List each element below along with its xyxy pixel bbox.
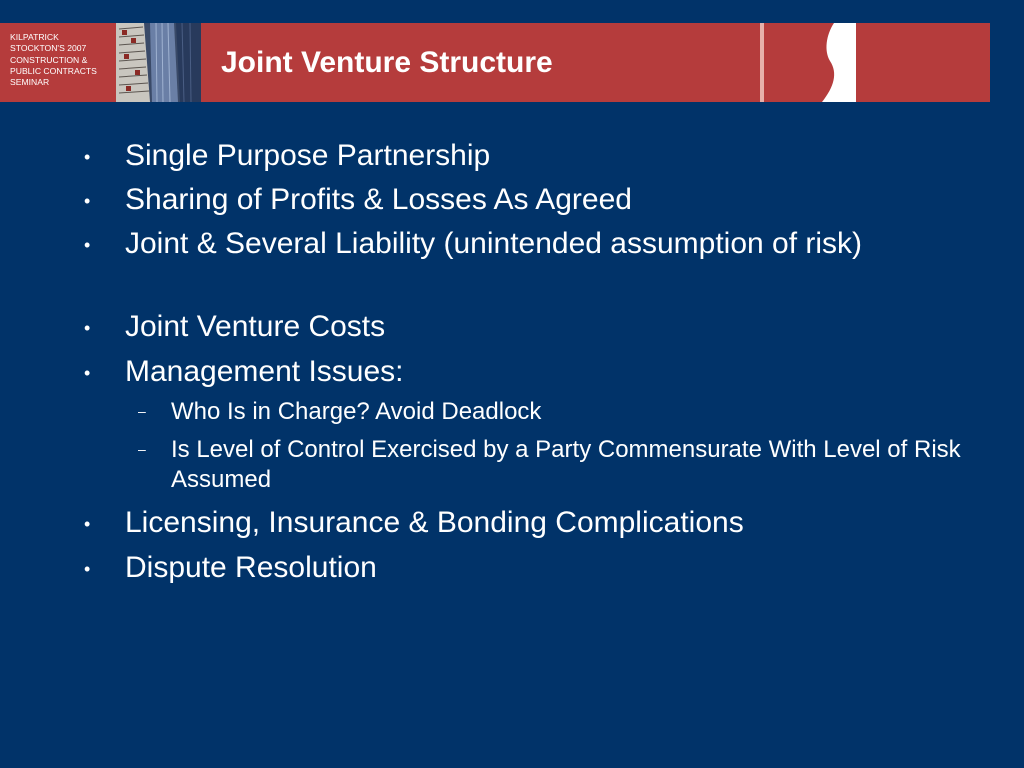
- header-band: [0, 23, 990, 102]
- dash-marker: –: [138, 441, 146, 457]
- bullet-marker: •: [84, 147, 91, 167]
- seminar-label: KILPATRICK STOCKTON'S 2007 CONSTRUCTION & PUBLIC CONTRACTS SEMINAR: [10, 32, 97, 88]
- header-divider: [760, 23, 764, 102]
- list-item-text: Management Issues:: [125, 355, 404, 388]
- bullet-marker: •: [84, 363, 91, 383]
- slide-title: Joint Venture Structure: [221, 46, 553, 79]
- dash-marker: –: [138, 403, 146, 419]
- list-item-text: Dispute Resolution: [125, 551, 377, 584]
- list-item-text: Joint & Several Liability (unintended assumption of risk): [125, 227, 863, 260]
- list-item-text: Sharing of Profits & Losses As Agreed: [125, 183, 632, 216]
- sub-list-item-text: Who Is in Charge? Avoid Deadlock: [171, 398, 542, 425]
- list-item-text: Licensing, Insurance & Bonding Complications: [125, 506, 744, 539]
- sub-list-item-text: Is Level of Control Exercised by a Party Commensurate With Level of Risk Assumed: [171, 436, 961, 493]
- bullet-marker: •: [84, 191, 91, 211]
- bullet-marker: •: [84, 318, 91, 338]
- list-item-text: Joint Venture Costs: [125, 310, 386, 343]
- decorative-s-shape: [820, 23, 856, 102]
- building-photo-image: [116, 23, 201, 102]
- bullet-marker: •: [84, 235, 91, 255]
- list-item-text: Single Purpose Partnership: [125, 139, 491, 172]
- bullet-marker: •: [84, 559, 91, 579]
- bullet-marker: •: [84, 514, 91, 534]
